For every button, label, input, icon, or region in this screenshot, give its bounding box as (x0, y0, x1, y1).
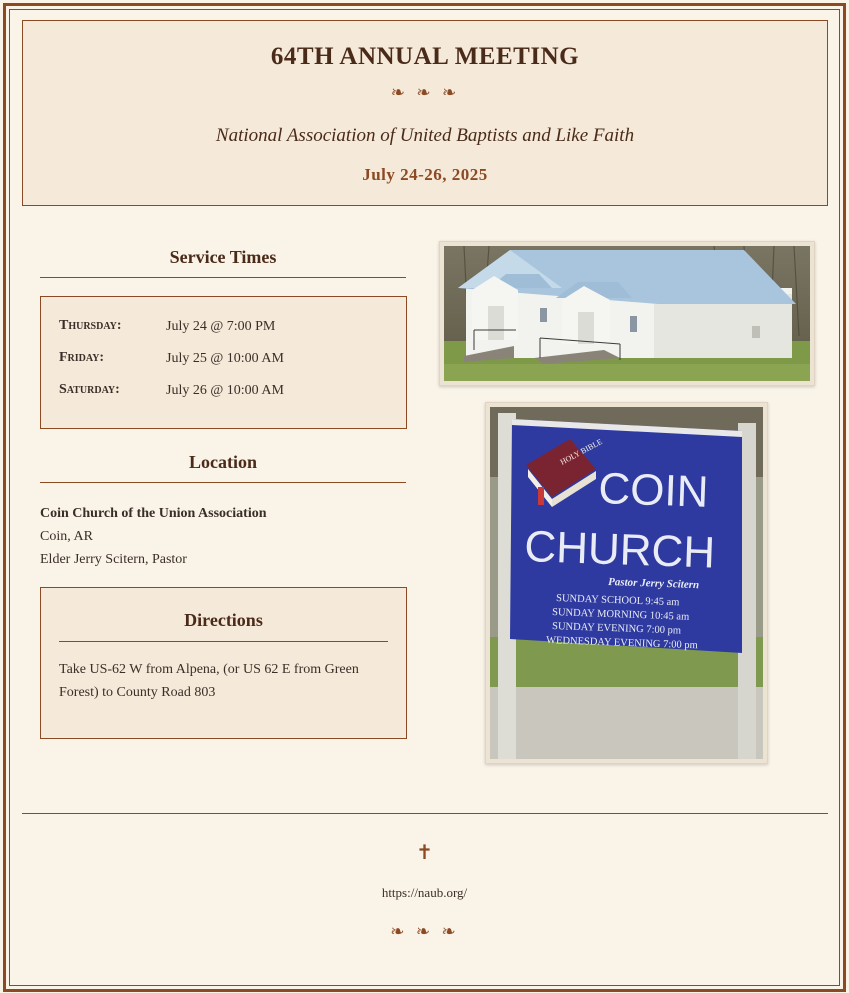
footer-divider (22, 813, 828, 814)
service-times-heading: Service Times (40, 247, 406, 278)
sign-schedule-line: SUNDAY EVENING 7:00 pm (551, 621, 682, 637)
directions-text: Take US-62 W from Alpena, (or US 62 E from Green Forest) to County Road 803 (59, 662, 359, 700)
service-day: Thursday: (59, 318, 122, 333)
location-details (40, 502, 406, 571)
service-day: Saturday: (59, 382, 120, 397)
sign-bible-text: HOLY BIBLE (558, 437, 604, 467)
directions-heading: Directions (59, 610, 388, 642)
church-building-image (444, 246, 810, 381)
cross-icon: ✝ (416, 840, 433, 864)
meeting-dates: July 24-26, 2025 (362, 165, 488, 184)
sign-word-coin: COIN (597, 464, 710, 517)
fleuron-ornament-icon: ❧ ❧ ❧ (390, 922, 459, 942)
sign-schedule-line: WEDNESDAY EVENING 7:00 pm (545, 635, 698, 652)
fleuron-ornament-icon: ❧ ❧ ❧ (390, 83, 460, 103)
service-time: July 25 @ 10:00 AM (166, 351, 284, 366)
church-pastor: Elder Jerry Scitern, Pastor (40, 552, 187, 567)
sign-word-church: CHURCH (523, 522, 716, 578)
sign-pastor: Pastor Jerry Scitern (607, 576, 700, 592)
service-time: July 26 @ 10:00 AM (166, 383, 284, 398)
header-banner (22, 20, 828, 206)
church-sign-photo (485, 402, 768, 764)
service-time: July 24 @ 7:00 PM (166, 319, 276, 334)
church-sign-image (490, 407, 763, 759)
organization-name: National Association of United Baptists and Like Faith (215, 125, 635, 146)
location-heading: Location (40, 452, 406, 483)
page-title: 64TH ANNUAL MEETING (270, 43, 580, 70)
service-times-box (40, 296, 407, 429)
website-url[interactable]: https://naub.org/ (381, 885, 468, 900)
service-day: Friday: (59, 350, 105, 365)
directions-box (40, 587, 407, 739)
sign-schedule-line: SUNDAY SCHOOL 9:45 am (555, 593, 680, 609)
church-city: Coin, AR (40, 529, 93, 544)
church-name: Coin Church of the Union Association (40, 506, 267, 521)
church-building-photo (439, 241, 815, 386)
sign-schedule-line: SUNDAY MORNING 10:45 am (551, 607, 690, 623)
